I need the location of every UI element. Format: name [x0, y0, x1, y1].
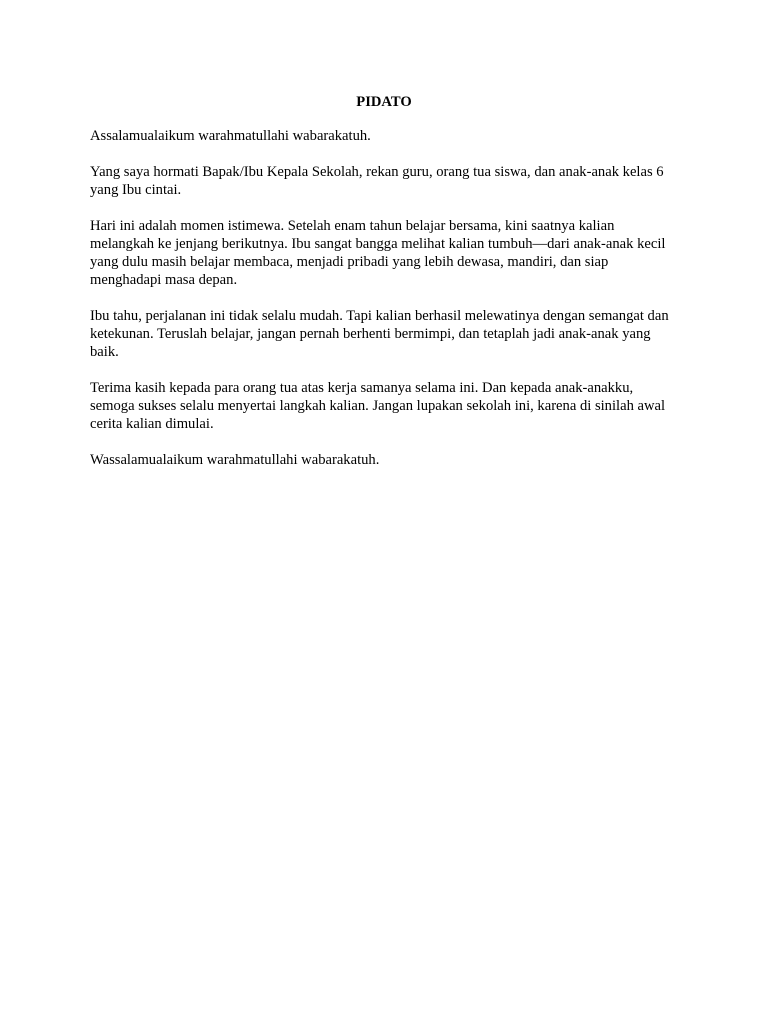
- paragraph-encouragement: Ibu tahu, perjalanan ini tidak selalu mudah. Tapi kalian berhasil melewatinya dengan semangat dan ketekunan. Teruslah belajar, jangan pernah berhenti bermimpi, dan tetaplah jadi anak-anak yang baik.: [90, 308, 669, 360]
- paragraph-closing: Wassalamualaikum warahmatullahi wabarakatuh.: [90, 452, 380, 468]
- document-title: PIDATO: [356, 94, 412, 110]
- paragraph-opening: Hari ini adalah momen istimewa. Setelah enam tahun belajar bersama, kini saatnya kalian melangkah ke jenjang berikutnya. Ibu sangat bangga melihat kalian tumbuh—dari anak-anak kecil yang dulu masih belajar membaca, menjadi pribadi yang lebih dewasa, mandiri, dan siap menghadapi masa depan.: [90, 218, 666, 288]
- paragraph-thanks: Terima kasih kepada para orang tua atas kerja samanya selama ini. Dan kepada anak-anakku, semoga sukses selalu menyertai langkah kalian. Jangan lupakan sekolah ini, karena di sinilah awal cerita kalian dimulai.: [90, 380, 666, 432]
- paragraph-greeting: Assalamualaikum warahmatullahi wabarakatuh.: [90, 128, 371, 144]
- document-body: [90, 93, 678, 487]
- paragraph-salutation: Yang saya hormati Bapak/Ibu Kepala Sekolah, rekan guru, orang tua siswa, dan anak-anak kelas 6 yang Ibu cintai.: [90, 164, 664, 198]
